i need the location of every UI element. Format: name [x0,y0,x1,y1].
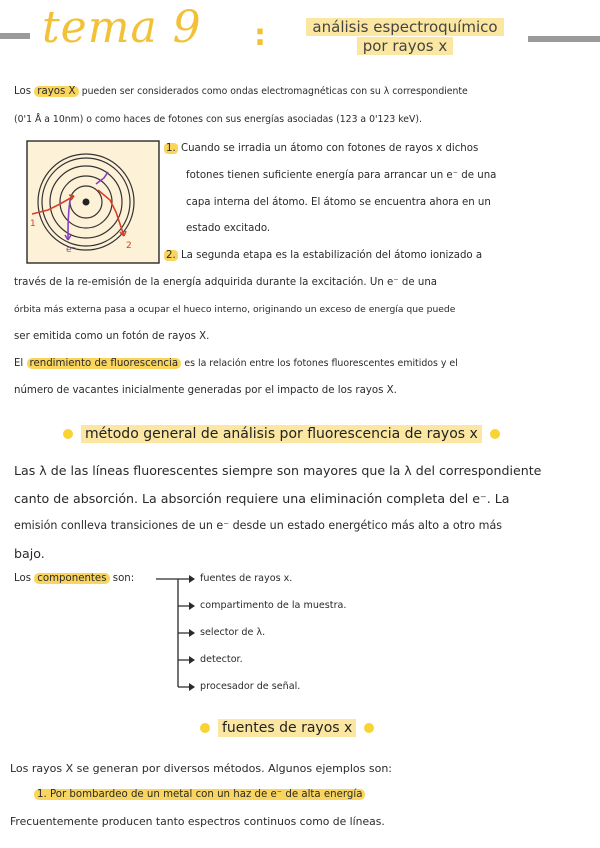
section-2-line-1: Los rayos X se generan por diversos métodos. Algunos ejemplos son: [10,762,392,775]
step-1-number: 1. [166,143,176,154]
step-2-line-2: través de la re-emisión de la energía adquirida durante la excitación. Un e⁻ de una [14,277,438,288]
step-2-line-3: órbita más externa pasa a ocupar el hueco interno, originando un exceso de energía que puede [14,304,456,315]
page-title: tema 9 [42,2,202,53]
component-item: procesador de señal. [200,681,301,692]
intro-line-1 [14,86,468,97]
section-2-line-2: Frecuentemente producen tanto espectros continuos como de líneas. [10,815,385,828]
section-heading-fuentes [192,720,382,736]
bullet-dot [490,429,500,439]
yield-line-1 [14,358,458,369]
subtitle-line-2: por rayos x [357,37,454,55]
component-item: fuentes de rayos x. [200,573,293,584]
step-2-line-1 [164,250,482,261]
section-1-line-3: emisión conlleva transiciones de un e⁻ desde un estado energético más alto a otro más [14,519,503,532]
bullet-dot [364,723,374,733]
title-colon: : [254,18,266,53]
section-1-line-4: bajo. [14,546,45,561]
section-1-line-2: canto de absorción. La absorción requiere una eliminación completa del e⁻. La [14,491,510,506]
components-text: Los [14,573,32,584]
highlight-rayos-x: rayos X [34,86,78,97]
atom-diagram [26,140,160,264]
intro-text: Los [14,86,32,97]
diagram-label-2: 2 [126,241,132,251]
step-2-line-4: ser emitida como un fotón de rayos X. [14,331,210,342]
diagram-label-1: 1 [30,219,36,229]
section-1-line-1: Las λ de las líneas fluorescentes siempre son mayores que la λ del correspondiente [14,463,542,478]
component-item: selector de λ. [200,627,266,638]
bullet-dot [200,723,210,733]
yield-text: es la relación entre los fotones fluorescentes emitidos y el [184,358,458,369]
yield-text: El [14,358,24,369]
intro-line-2: (0'1 Å a 10nm) o como haces de fotones con sus energías asociadas (123 a 0'123 keV). [14,114,422,125]
subtitle-line-1: análisis espectroquímico [306,18,503,36]
step-2-number: 2. [166,250,176,261]
intro-text: pueden ser considerados como ondas electromagnéticas con su λ correspondiente [81,86,468,97]
header-bar-left [0,33,30,39]
component-item: detector. [200,654,243,665]
bullet-dot [63,429,73,439]
section-heading-metodo [55,426,508,442]
highlight-bombardeo: 1. Por bombardeo de un metal con un haz de e⁻ de alta energía [34,789,365,800]
step-1-line-3: capa interna del átomo. El átomo se encuentra ahora en un [186,197,491,208]
step-2-text: La segunda etapa es la estabilización del átomo ionizado a [180,250,483,261]
highlight-componentes: componentes [34,573,109,584]
section-2-title: fuentes de rayos x [218,719,356,737]
section-2-item-1 [34,789,365,800]
step-1-text: Cuando se irradia un átomo con fotones de rayos x dichos [180,143,479,154]
section-1-title: método general de análisis por fluorescencia de rayos x [81,425,482,443]
diagram-label-electron: e⁻ [66,245,77,255]
step-1-line-1 [164,143,478,154]
highlight-rendimiento: rendimiento de fluorescencia [27,358,182,369]
components-intro [14,573,134,584]
step-1-line-2: fotones tienen suficiente energía para arrancar un e⁻ de una [186,170,497,181]
step-1-line-4: estado excitado. [186,223,271,234]
component-item: compartimento de la muestra. [200,600,347,611]
header-bar-right [528,36,600,42]
page-subtitle [280,18,530,55]
components-text: son: [112,573,135,584]
components-tree [150,572,200,694]
yield-line-2: número de vacantes inicialmente generadas por el impacto de los rayos X. [14,385,397,396]
